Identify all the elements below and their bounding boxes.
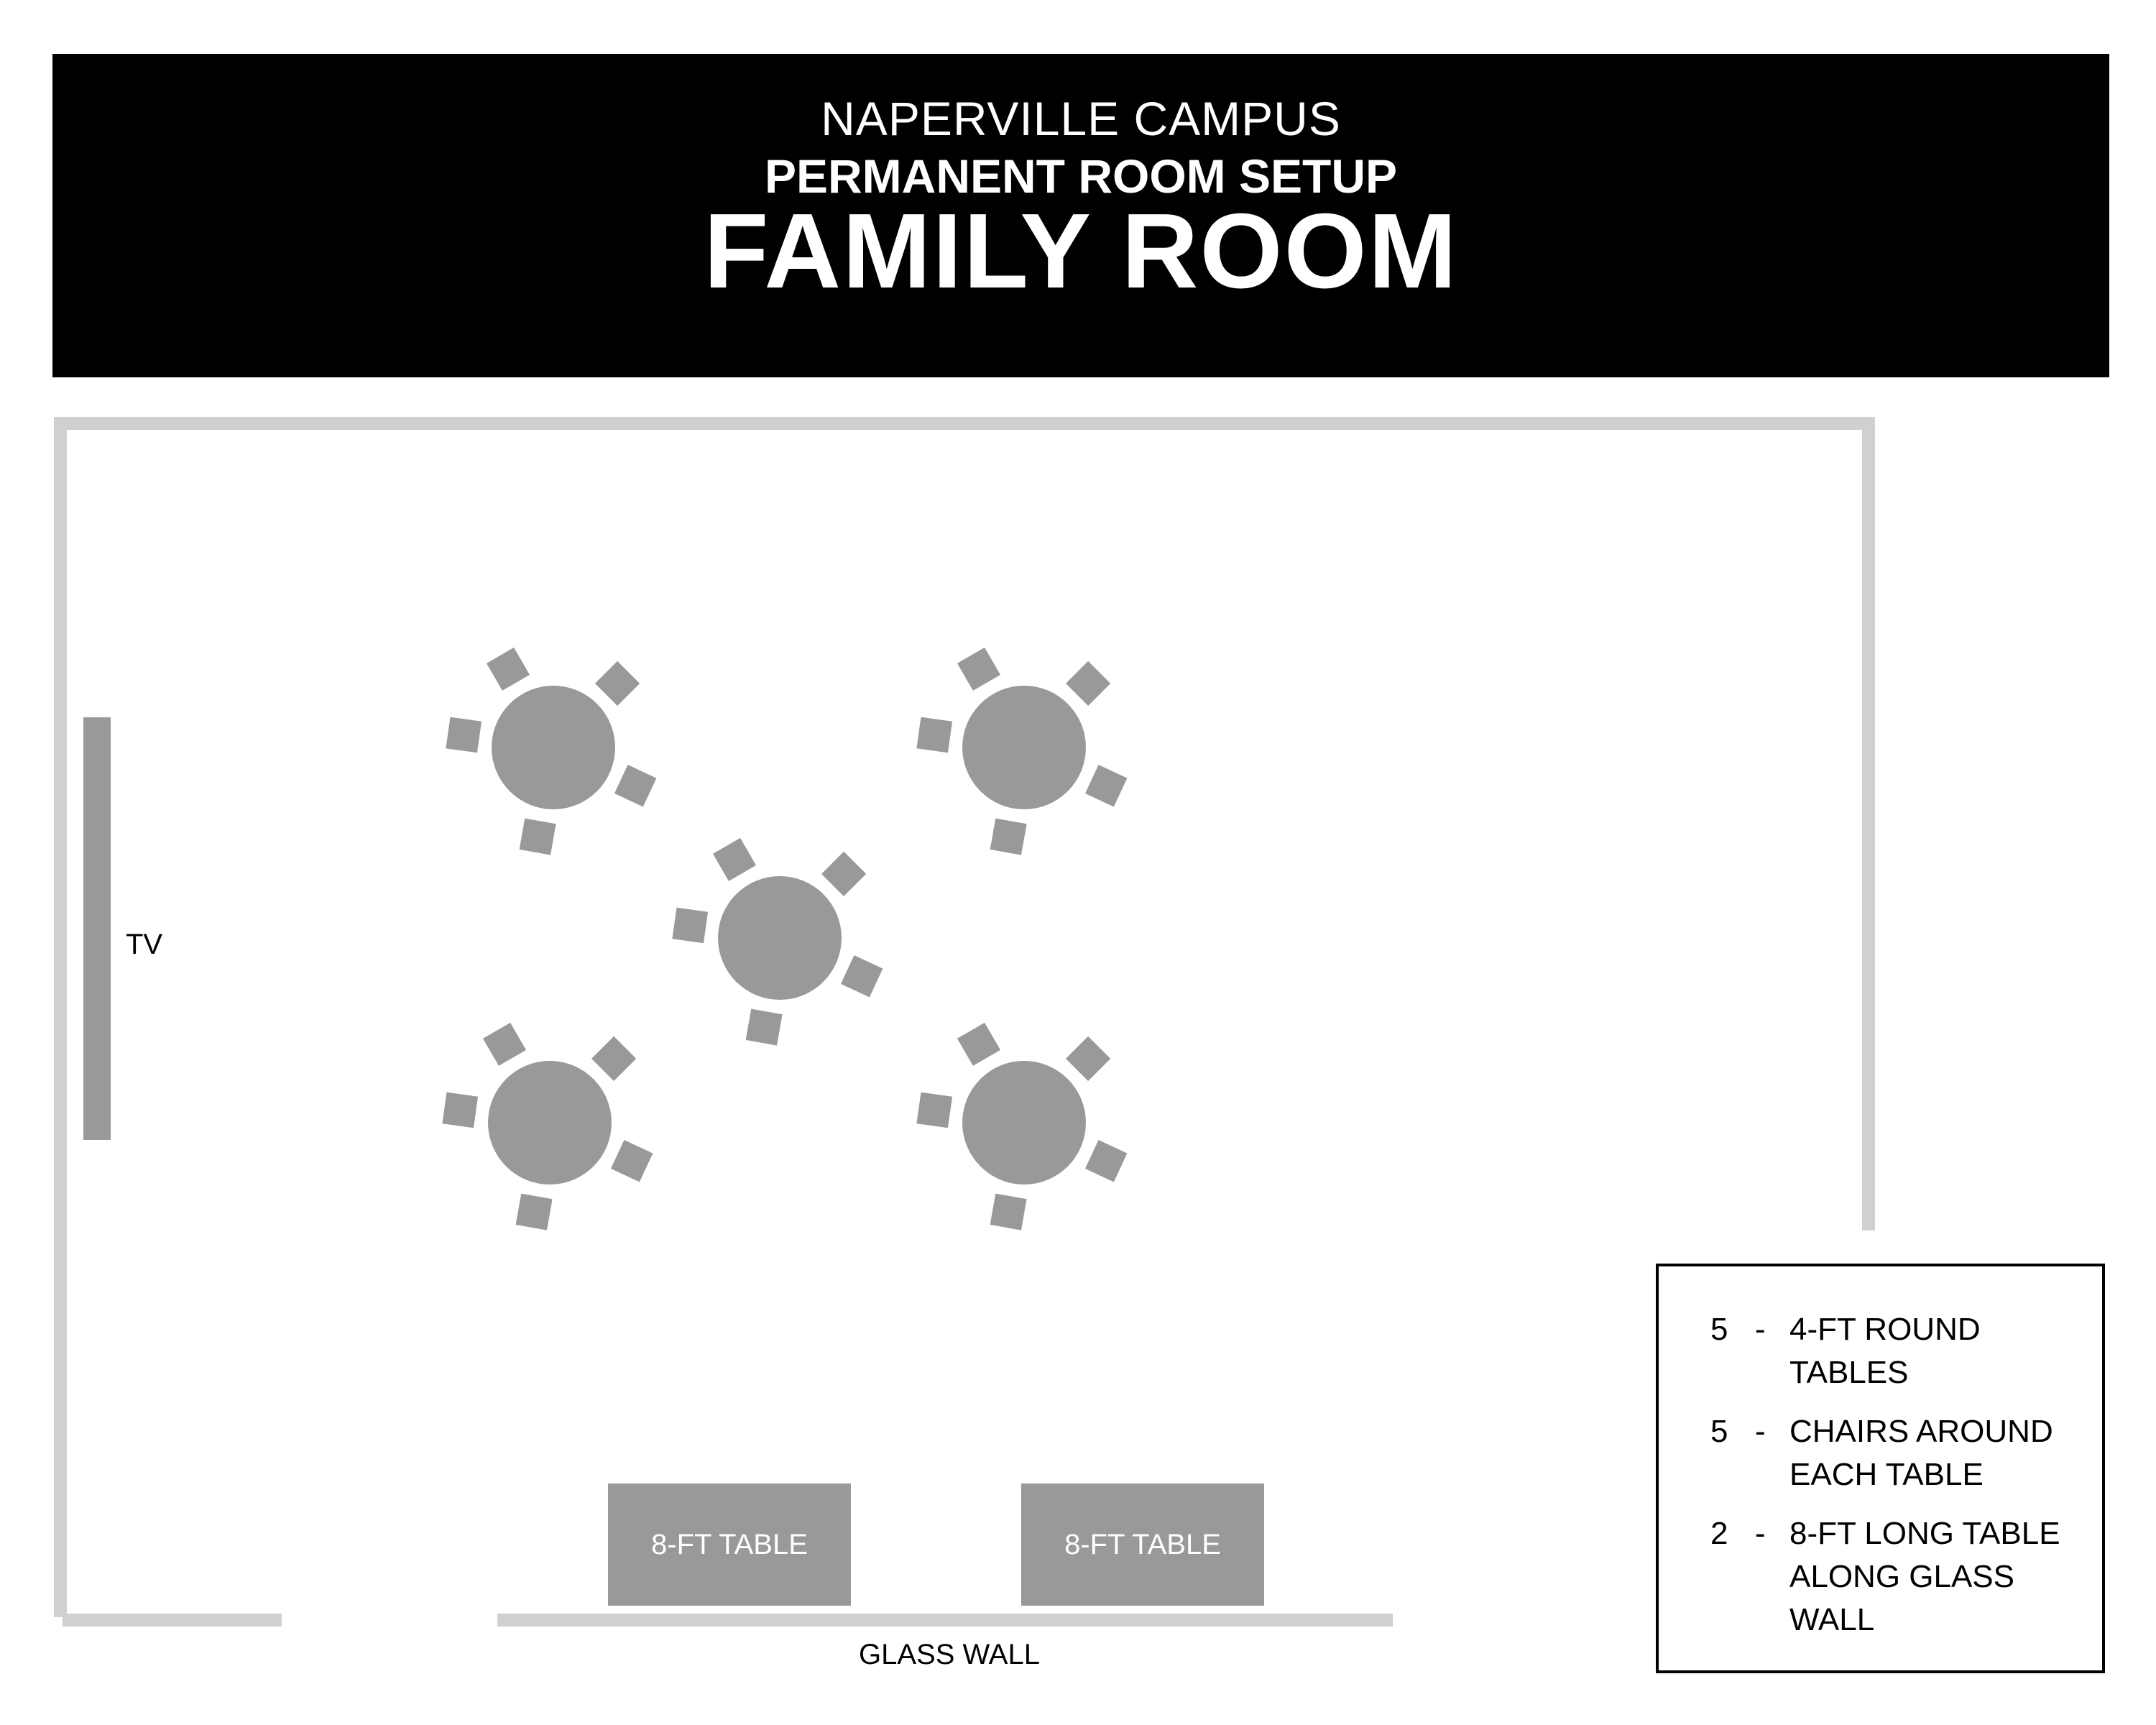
- long-table-label: 8-FT TABLE: [651, 1528, 808, 1560]
- legend-desc: 4-FT ROUND TABLES: [1789, 1312, 1981, 1390]
- chair: [520, 819, 556, 855]
- round-table-group: [446, 648, 656, 855]
- chair: [516, 1194, 553, 1230]
- long-table-label: 8-FT TABLE: [1064, 1528, 1221, 1560]
- round-table-group: [916, 648, 1127, 855]
- chair: [841, 955, 883, 997]
- round-table: [718, 876, 842, 1000]
- chair: [916, 1092, 952, 1128]
- chair: [916, 717, 952, 753]
- chair: [672, 908, 708, 944]
- chair: [614, 765, 656, 806]
- chair: [595, 661, 640, 706]
- round-table: [962, 686, 1086, 809]
- long-table-1: [608, 1484, 851, 1606]
- legend-dash: -: [1755, 1312, 1766, 1347]
- long-table-2: [1021, 1484, 1264, 1606]
- tv-label: TV: [126, 929, 163, 960]
- legend-dash: -: [1755, 1414, 1766, 1449]
- room-walls: [60, 423, 1869, 1620]
- legend-desc: 8-FT LONG TABLE ALONG GLASS WALL: [1789, 1516, 2060, 1637]
- legend-dash: -: [1755, 1516, 1766, 1551]
- legend-qty: 2: [1710, 1516, 1728, 1551]
- chair: [990, 1194, 1027, 1230]
- chair: [1066, 1036, 1110, 1081]
- chair: [957, 648, 1000, 691]
- room-title: FAMILY ROOM: [704, 192, 1458, 310]
- round-table-group: [442, 1023, 653, 1230]
- legend-qty: 5: [1710, 1312, 1728, 1347]
- round-table-group: [672, 838, 883, 1046]
- chair: [1085, 1140, 1127, 1182]
- legend-box: [1656, 1264, 2105, 1673]
- chair: [957, 1023, 1000, 1066]
- round-table: [962, 1061, 1086, 1184]
- chair: [713, 838, 756, 881]
- chair: [446, 717, 482, 753]
- chair: [821, 852, 866, 896]
- chair: [487, 648, 530, 691]
- wall-left-top-right: [60, 423, 1869, 1617]
- chair: [591, 1036, 636, 1081]
- round-table: [488, 1061, 612, 1184]
- chair: [1066, 661, 1110, 706]
- chair: [611, 1140, 653, 1182]
- round-tables: [442, 648, 1127, 1230]
- round-table-group: [916, 1023, 1127, 1230]
- chair: [746, 1009, 783, 1046]
- chair: [1085, 765, 1127, 806]
- glass-wall-label: GLASS WALL: [859, 1639, 1040, 1670]
- campus-name: NAPERVILLE CAMPUS: [821, 92, 1341, 145]
- legend-qty: 5: [1710, 1414, 1728, 1449]
- chair: [483, 1023, 526, 1066]
- setup-subtitle: PERMANENT ROOM SETUP: [764, 150, 1398, 203]
- chair: [442, 1092, 478, 1128]
- round-table: [492, 686, 615, 809]
- tv-icon: [83, 717, 111, 1140]
- chair: [990, 819, 1027, 855]
- legend-desc: CHAIRS AROUND EACH TABLE: [1789, 1414, 2053, 1492]
